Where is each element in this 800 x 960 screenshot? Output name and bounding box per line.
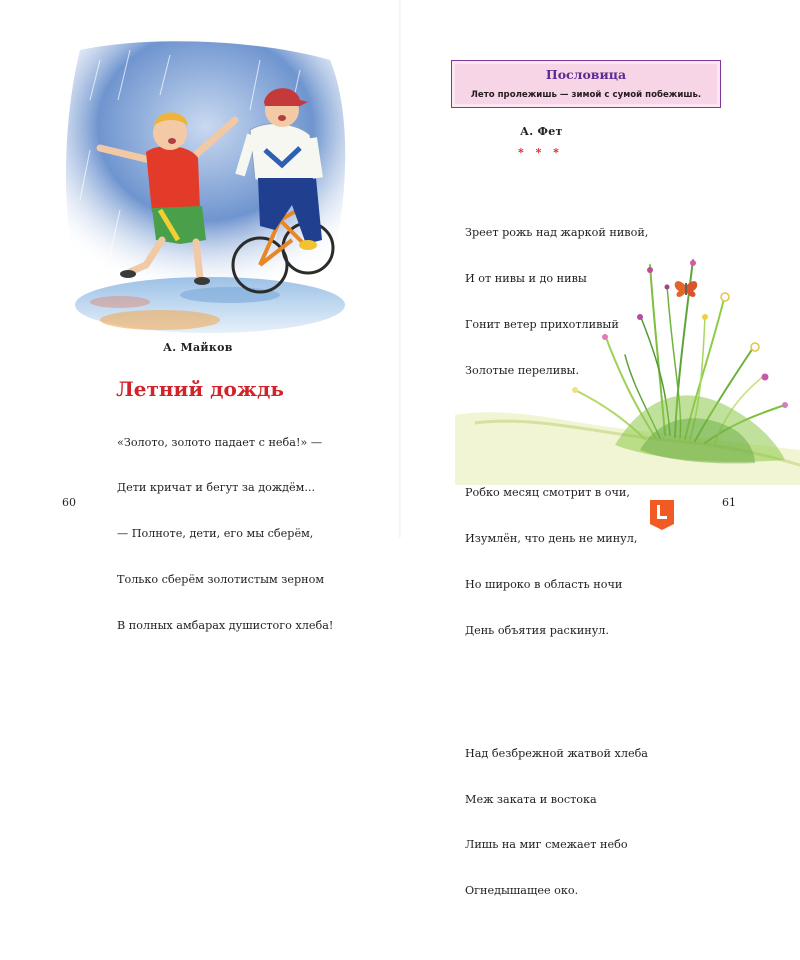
poem-author: А. Майков [163, 341, 233, 354]
right-page [400, 0, 800, 898]
poem-text [117, 404, 333, 664]
page-number: 60 [62, 496, 76, 509]
poem-line: Золотые переливы. [465, 363, 579, 377]
poem-line: — Полноте, дети, его мы сберём, [117, 527, 314, 541]
stars-separator: * * * [518, 146, 563, 159]
poem-line: Огнедышащее око. [465, 884, 579, 898]
poem-line: Над безбрежной жатвой хлеба [465, 746, 648, 760]
page-number: 61 [722, 496, 736, 509]
poem-stanza [465, 715, 648, 929]
poem-line: «Золото, золото падает с неба!» — [117, 435, 323, 449]
illustration-kids-in-rain [60, 40, 350, 340]
poem-line: Изумлён, что день не минул, [465, 532, 638, 546]
proverb-text: Лето пролежишь — зимой с сумой побежишь. [470, 90, 702, 100]
poem-author: А. Фет [520, 125, 563, 138]
poem-title: Летний дождь [116, 377, 284, 401]
poem-line: Робко месяц смотрит в очи, [465, 486, 630, 500]
poem-line: Лишь на миг смежает небо [465, 838, 628, 852]
publisher-logo [650, 500, 674, 530]
illustration-grass-and-flowers [455, 255, 800, 490]
poem-line: И от нивы и до нивы [465, 272, 587, 286]
poem-line: Гонит ветер прихотливый [465, 317, 619, 331]
poem-line: Зреет рожь над жаркой нивой, [465, 226, 649, 240]
proverb-box [451, 60, 721, 108]
proverb-heading: Пословица [545, 67, 627, 82]
poem-line: Меж заката и востока [465, 792, 597, 806]
left-page [0, 0, 400, 633]
poem-line: Дети кричат и бегут за дождём... [117, 481, 316, 495]
poem-line: В полных амбарах душистого хлеба! [117, 619, 334, 633]
poem-line: День объятия раскинул. [465, 624, 609, 638]
poem-line: Но широко в область ночи [465, 578, 623, 592]
poem-line: Только сберём золотистым зерном [117, 573, 325, 587]
